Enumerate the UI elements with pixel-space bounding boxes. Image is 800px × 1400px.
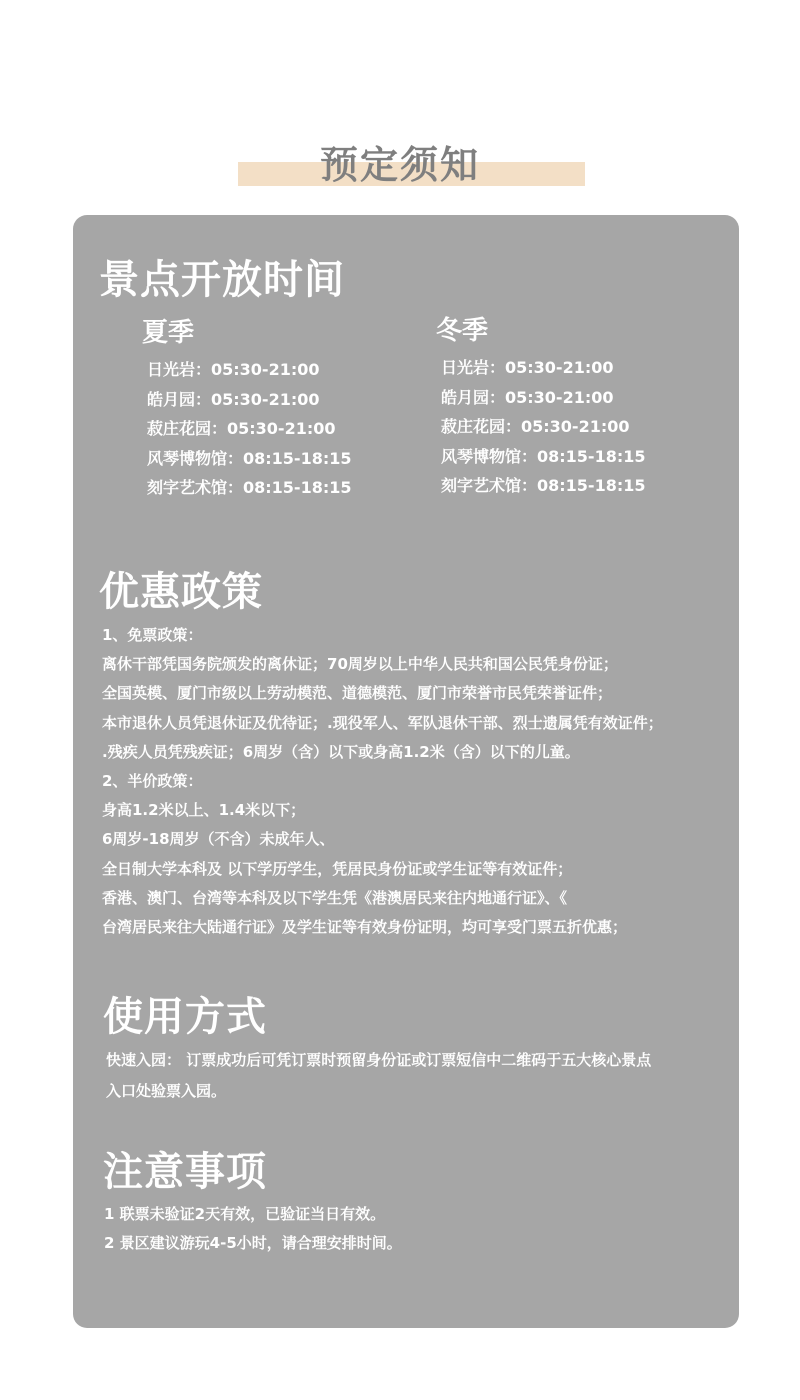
policy-line: 离休干部凭国务院颁发的离休证；70周岁以上中华人民共和国公民凭身份证；	[102, 655, 618, 674]
hours-item: 菽庄花园：05:30-21:00	[441, 417, 630, 436]
hours-item: 皓月园：05:30-21:00	[147, 389, 320, 409]
usage-heading: 使用方式	[103, 994, 267, 1040]
policy-line: 身高1.2米以上、1.4米以下；	[102, 801, 306, 820]
hours-item: 皓月园：05:30-21:00	[441, 387, 614, 407]
page-title: 预定须知	[319, 143, 480, 187]
policy-line: 2、半价政策：	[102, 772, 203, 791]
policy-line: 香港、澳门、台湾等本科及以下学生凭《港澳居民来往内地通行证》、《	[102, 888, 568, 907]
policy-line: 全国英模、厦门市级以上劳动模范、道德模范、厦门市荣誉市民凭荣誉证件；	[102, 684, 613, 703]
policy-line: 全日制大学本科及 以下学历学生，凭居民身份证或学生证等有效证件；	[102, 859, 573, 878]
hours-item: 刻字艺术馆：08:15-18:15	[441, 476, 646, 495]
hours-item: 菽庄花园：05:30-21:00	[147, 419, 336, 438]
page-header	[0, 120, 800, 200]
hours-item: 日光岩：05:30-21:00	[147, 360, 320, 379]
hours-item: 风琴博物馆：08:15-18:15	[441, 446, 646, 466]
discount-policy-text	[102, 621, 663, 942]
policy-line: 本市退休人员凭退休证及优待证；.现役军人、军队退休干部、烈士遗属凭有效证件；	[102, 713, 663, 732]
policy-line: 1、免票政策：	[102, 626, 203, 644]
info-card	[73, 215, 739, 1328]
notes-heading: 注意事项	[103, 1149, 267, 1195]
opening-hours-heading: 景点开放时间	[99, 257, 345, 303]
hours-item: 风琴博物馆：08:15-18:15	[147, 448, 352, 468]
summer-hours-list	[142, 355, 352, 503]
notes-line: 1 联票未验证2天有效，已验证当日有效。	[104, 1205, 386, 1223]
usage-line: 入口处验票入园。	[106, 1082, 227, 1100]
policy-line: .残疾人员凭残疾证；6周岁（含）以下或身高1.2米（含）以下的儿童。	[102, 742, 580, 761]
hours-item: 日光岩：05:30-21:00	[441, 358, 614, 377]
summer-title: 夏季	[142, 318, 195, 348]
notes-line: 2 景区建议游玩4-5小时，请合理安排时间。	[104, 1234, 402, 1252]
policy-line: 台湾居民来往大陆通行证》及学生证等有效身份证明，均可享受门票五折优惠；	[102, 918, 628, 937]
notes-text	[104, 1200, 402, 1258]
usage-line: 快速入园： 订票成功后可凭订票时预留身份证或订票短信中二维码于五大核心景点	[106, 1051, 652, 1069]
policy-line: 6周岁-18周岁（不含）未成年人、	[102, 830, 335, 849]
hours-item: 刻字艺术馆：08:15-18:15	[147, 478, 352, 497]
summer-hours	[142, 312, 352, 503]
winter-title: 冬季	[436, 316, 489, 346]
usage-text	[106, 1045, 651, 1107]
winter-hours	[436, 310, 646, 501]
winter-hours-list	[436, 353, 646, 501]
discount-policy-heading: 优惠政策	[99, 569, 263, 615]
